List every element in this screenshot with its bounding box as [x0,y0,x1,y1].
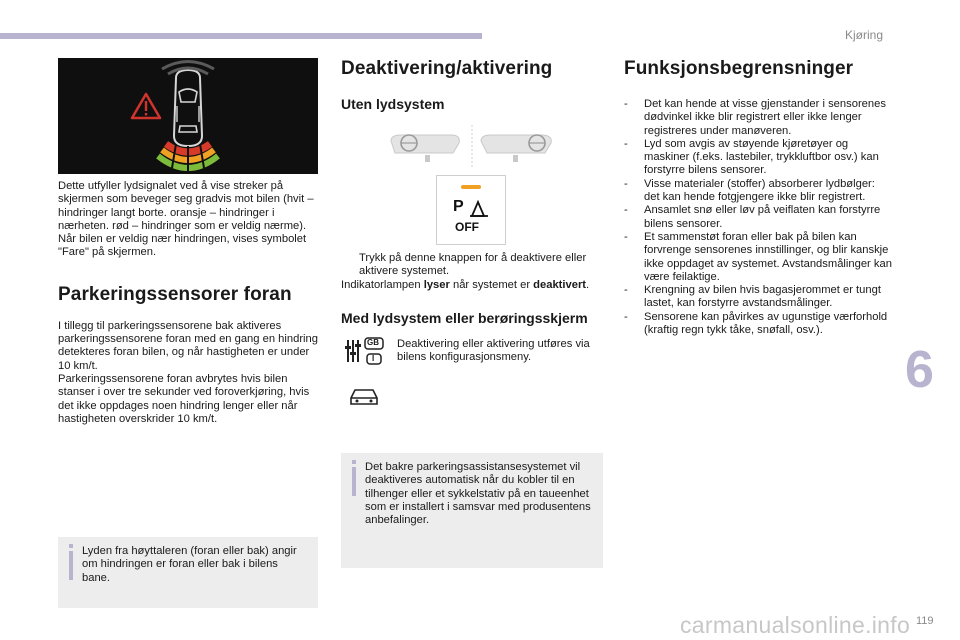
note-box-speaker [58,537,318,608]
info-icon [349,460,359,496]
list-dash: - [624,230,628,243]
list-item [624,98,892,138]
header-accent-bar [0,33,482,39]
indicator-lamp [461,185,481,189]
chapter-number: 6 [905,341,934,399]
audio-system-icon [345,336,385,368]
front-sensors-paragraph: I tillegg til parkeringssensorene bak aktiveres parkeringssensorene foran med en gang en hindring detekteres foran bilen, og når hastigheten er under 10 km/t. [58,319,318,372]
steering-wheel-left-icon [391,135,459,162]
lamp-text-deaktivert: deaktivert [533,278,587,291]
menu-config-text: Deaktivering eller aktivering utføres via bilens konfigurasjonsmeny. [397,337,590,364]
right-column [624,58,892,337]
image-caption-danger: Når bilen er veldig nær hindringen, vises symbolet "Fare" på skjermen. [58,233,307,259]
car-top-view-icon [174,70,202,146]
menu-config-block [341,336,603,414]
front-sensors-title: Parkeringssensorer foran [58,283,292,305]
car-config-icon [347,386,381,408]
list-item-text: Ansamlet snø eller løv på veiflaten kan forstyrre bilens sensorer. [644,204,881,230]
list-dash: - [624,137,628,150]
info-icon [66,544,76,580]
without-audio-subtitle: Uten lydsystem [341,96,445,112]
lamp-text-end: . [586,278,590,291]
note-text-trailer: Det bakre parkeringsassistansesystemet vil deaktiveres automatisk når du kobler til en tilhenger eller et sykkelstativ på en taueenhet som er installert i samsvar med produsentens anbefalinger. [365,461,591,527]
instruction-block [341,252,603,292]
list-item [624,311,892,338]
sensor-waves-icon [468,198,490,218]
list-item-text: Lyd som avgis av støyende kjøretøyer og maskiner (f.eks. lastebiler, trykkluftbor osv.) kan forstyrre bilens sensorer. [644,137,879,177]
list-item-text: Krengning av bilen hvis bagasjerommet er tungt lastet, kan forstyrre avstandsmålinger. [644,284,881,310]
park-symbol-label: P [453,198,464,215]
middle-column [341,58,603,414]
list-item-text: Et sammenstøt foran eller bak på bilen kan forvrenge sensorenes innstillinger, og blir kanskje ikke oppdaget av systemet. Avstandsmålinger kan være feilaktige. [644,230,892,283]
with-audio-subtitle: Med lydsystem eller berøringsskjerm [341,309,588,326]
front-sensors-paragraph-2: Parkeringssensorene foran avbrytes hvis bilen stanser i over tre sekunder ved foroverkjøring, hvis det ikke oppdages noen hindring lenger eller når hastigheten overskrider 10 km/t. [58,372,310,425]
section-label: Kjøring [844,28,883,42]
press-button-instruction: Trykk på denne knappen for å deaktivere eller aktivere systemet. [359,252,587,278]
list-dash: - [624,177,628,190]
page-number: 119 [916,615,934,627]
list-dash: - [624,204,628,217]
list-item [624,284,892,311]
one-label: I [372,353,375,363]
rear-sensor-zones [158,144,218,174]
image-caption: Dette utfyller lydsignalet ved å vise streker på skjermen som beveger seg gradvis mot bilen (hvit – hindringer langt borte. oransje – hindringer i nærheten. rød – hindringer som er veldig nærme). [58,180,314,232]
lamp-text-mid: når systemet er [449,278,534,291]
lamp-text-prefix: Indikatorlampen [341,278,424,291]
list-item [624,138,892,178]
list-dash: - [624,284,628,297]
dashboard-illustration [341,125,603,169]
note-box-trailer [341,453,603,568]
left-column [58,58,318,426]
front-sensor-zones [162,62,214,75]
watermark: carmanualsonline.info [680,612,911,638]
indicator-lamp-text [341,279,603,292]
lamp-text-lyser: lyser [423,278,450,291]
list-item-text: Visse materialer (stoffer) absorberer lydbølger: det kan hende fotgjengere ikke blir registrert. [644,177,875,204]
off-label: OFF [455,220,479,234]
deactivation-title: Deaktivering/aktivering [341,58,553,79]
list-dash: - [624,98,628,110]
list-item [624,178,892,205]
park-assist-off-button[interactable] [436,175,506,245]
parking-sensor-display-image [58,58,318,174]
list-item-text: Det kan hende at visse gjenstander i sensorenes dødvinkel ikke blir registrert eller ikke lenger registreres under manøveren. [644,98,886,137]
parking-display-graphic [58,58,318,174]
note-text-speaker: Lyden fra høyttaleren (foran eller bak) angir om hindringen er foran eller bak i bilens bane. [82,545,297,584]
steering-wheel-right-icon [481,135,551,162]
danger-warning-icon [132,94,160,118]
list-item-text: Sensorene kan påvirkes av ugunstige værforhold (kraftig regn tykk tåke, snøfall, osv.). [644,310,888,337]
gb-label: GB [367,337,379,347]
limitations-list [624,98,892,337]
list-item [624,204,892,231]
limitations-title: Funksjonsbegrensninger [624,58,854,79]
list-item [624,231,892,284]
list-dash: - [624,310,628,323]
